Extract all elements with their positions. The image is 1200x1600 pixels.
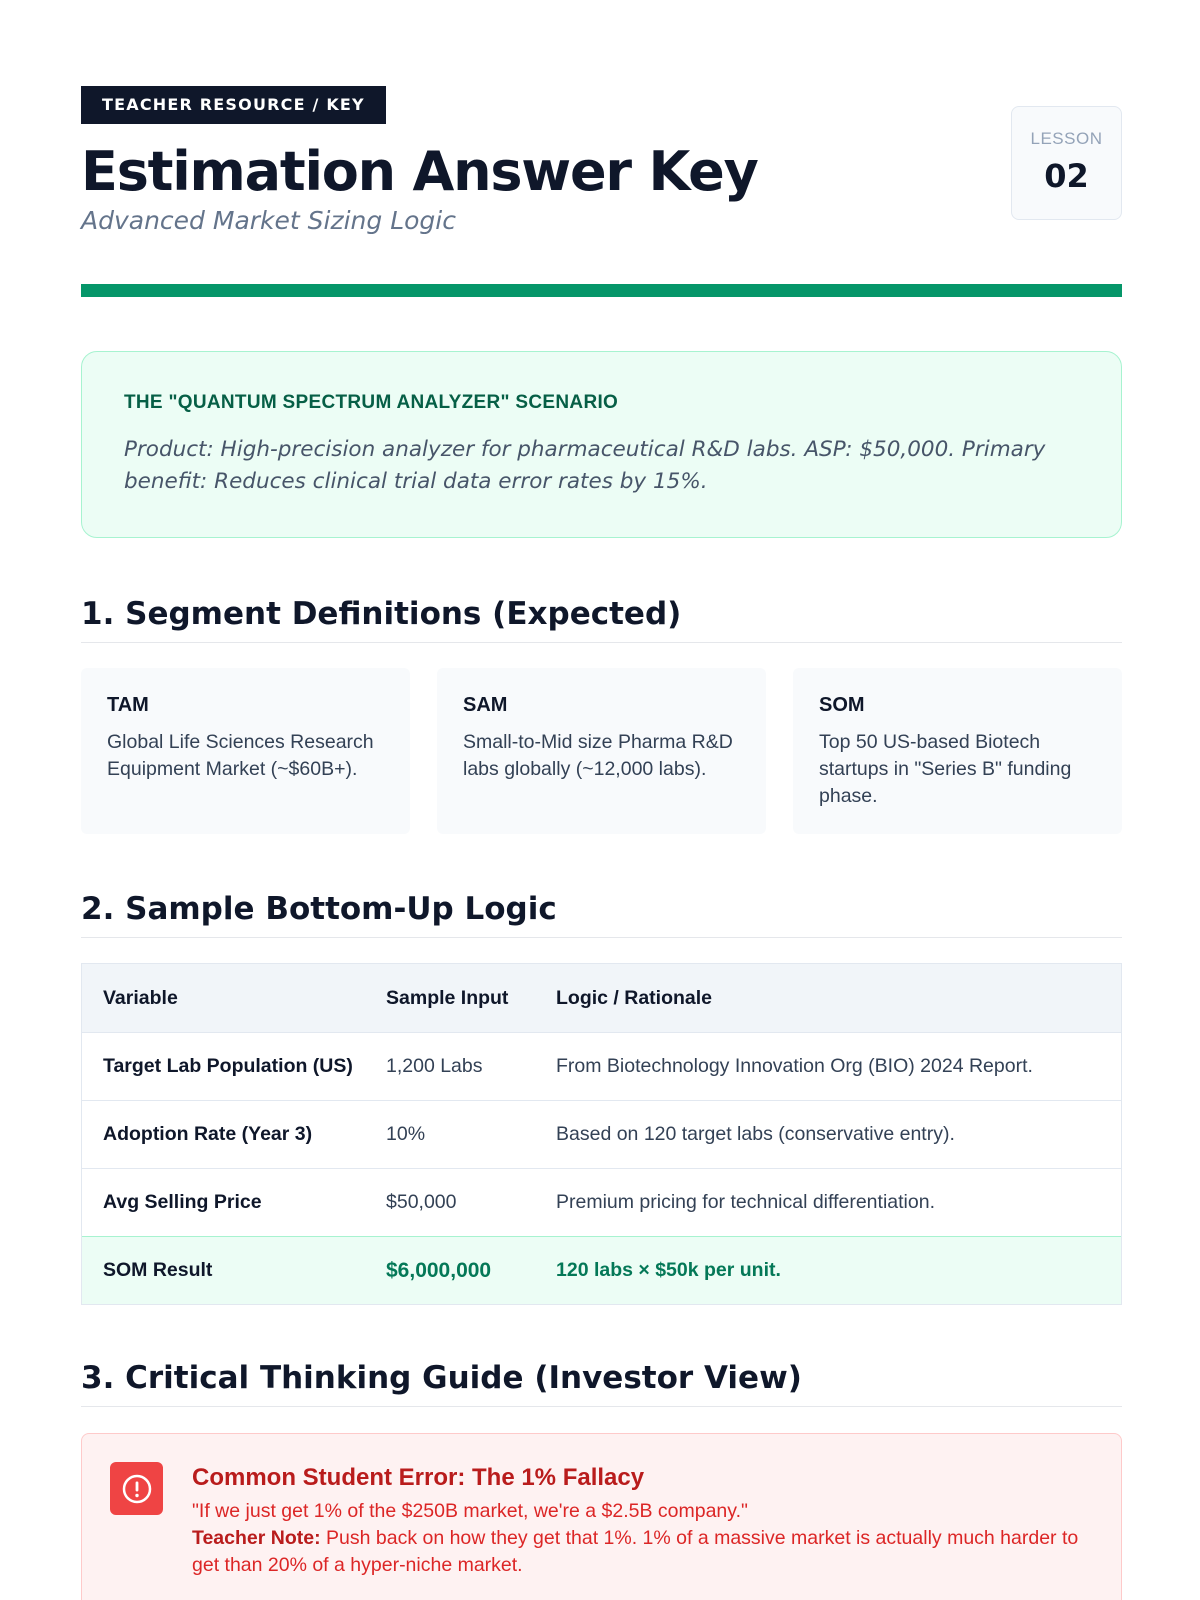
cell-rationale: Based on 120 target labs (conservative entry). (556, 1123, 955, 1145)
critical-section-title: 3. Critical Thinking Guide (Investor View) (81, 1360, 1122, 1407)
teacher-note (192, 1525, 1093, 1579)
page-subtitle: Advanced Market Sizing Logic (81, 206, 456, 235)
segment-description: Top 50 US-based Biotech startups in "Series B" funding phase. (819, 731, 1072, 807)
cell-rationale: 120 labs × $50k per unit. (556, 1259, 781, 1281)
cell-variable: Adoption Rate (Year 3) (103, 1123, 313, 1145)
segment-card-tam (81, 668, 410, 834)
cell-input: $50,000 (386, 1191, 457, 1213)
logic-section-title: 2. Sample Bottom-Up Logic (81, 891, 1122, 938)
cell-input: 1,200 Labs (386, 1055, 483, 1077)
exclamation-circle-icon (110, 1462, 163, 1515)
logic-table (81, 963, 1122, 1305)
table-row (82, 1168, 1121, 1236)
column-header-input: Sample Input (386, 986, 509, 1009)
cell-input: 10% (386, 1123, 426, 1145)
segment-section-title: 1. Segment Definitions (Expected) (81, 596, 1122, 643)
scenario-box (81, 351, 1122, 538)
teacher-note-text: Push back on how they get that 1%. 1% of a massive market is actually much harder to get than 20% of a hyper-niche market. (192, 1527, 1079, 1576)
alert-title: Common Student Error: The 1% Fallacy (192, 1464, 645, 1491)
teacher-note-label: Teacher Note: (192, 1527, 321, 1549)
cell-input: $6,000,000 (386, 1258, 492, 1282)
scenario-text: Product: High-precision analyzer for pharmaceutical R&D labs. ASP: $50,000. Primary benefit: Reduces clinical trial data error rates by 15%. (124, 437, 1046, 494)
column-header-rationale: Logic / Rationale (556, 986, 713, 1009)
cell-variable: Target Lab Population (US) (103, 1055, 353, 1077)
cell-variable: Avg Selling Price (103, 1191, 262, 1213)
lesson-number: 02 (1044, 157, 1089, 195)
column-header-variable: Variable (103, 986, 178, 1009)
segment-cards (81, 668, 1122, 834)
segment-description: Small-to-Mid size Pharma R&D labs globally (~12,000 labs). (463, 731, 733, 780)
lesson-badge (1011, 106, 1122, 220)
segment-label: TAM (107, 694, 149, 716)
table-row (82, 1100, 1121, 1168)
cell-rationale: Premium pricing for technical differentiation. (556, 1191, 935, 1213)
segment-card-som (793, 668, 1122, 834)
segment-label: SAM (463, 694, 508, 716)
answer-key-page (81, 0, 1122, 1600)
resource-tag: TEACHER RESOURCE / KEY (81, 86, 386, 124)
segment-label: SOM (819, 694, 865, 716)
lesson-label: LESSON (1030, 129, 1103, 148)
alert-quote: "If we just get 1% of the $250B market, we're a $2.5B company." (192, 1500, 748, 1522)
cell-variable: SOM Result (103, 1259, 213, 1281)
alert-body (192, 1498, 1093, 1579)
table-row (82, 1032, 1121, 1100)
cell-rationale: From Biotechnology Innovation Org (BIO) 2024 Report. (556, 1055, 1033, 1077)
header-divider (81, 284, 1122, 297)
segment-card-sam (437, 668, 766, 834)
scenario-title: THE "QUANTUM SPECTRUM ANALYZER" SCENARIO (124, 392, 619, 413)
table-header-row (82, 964, 1121, 1032)
table-result-row (82, 1236, 1121, 1304)
page-title: Estimation Answer Key (81, 140, 758, 203)
segment-description: Global Life Sciences Research Equipment Market (~$60B+). (107, 731, 374, 780)
error-alert-box (81, 1433, 1122, 1600)
